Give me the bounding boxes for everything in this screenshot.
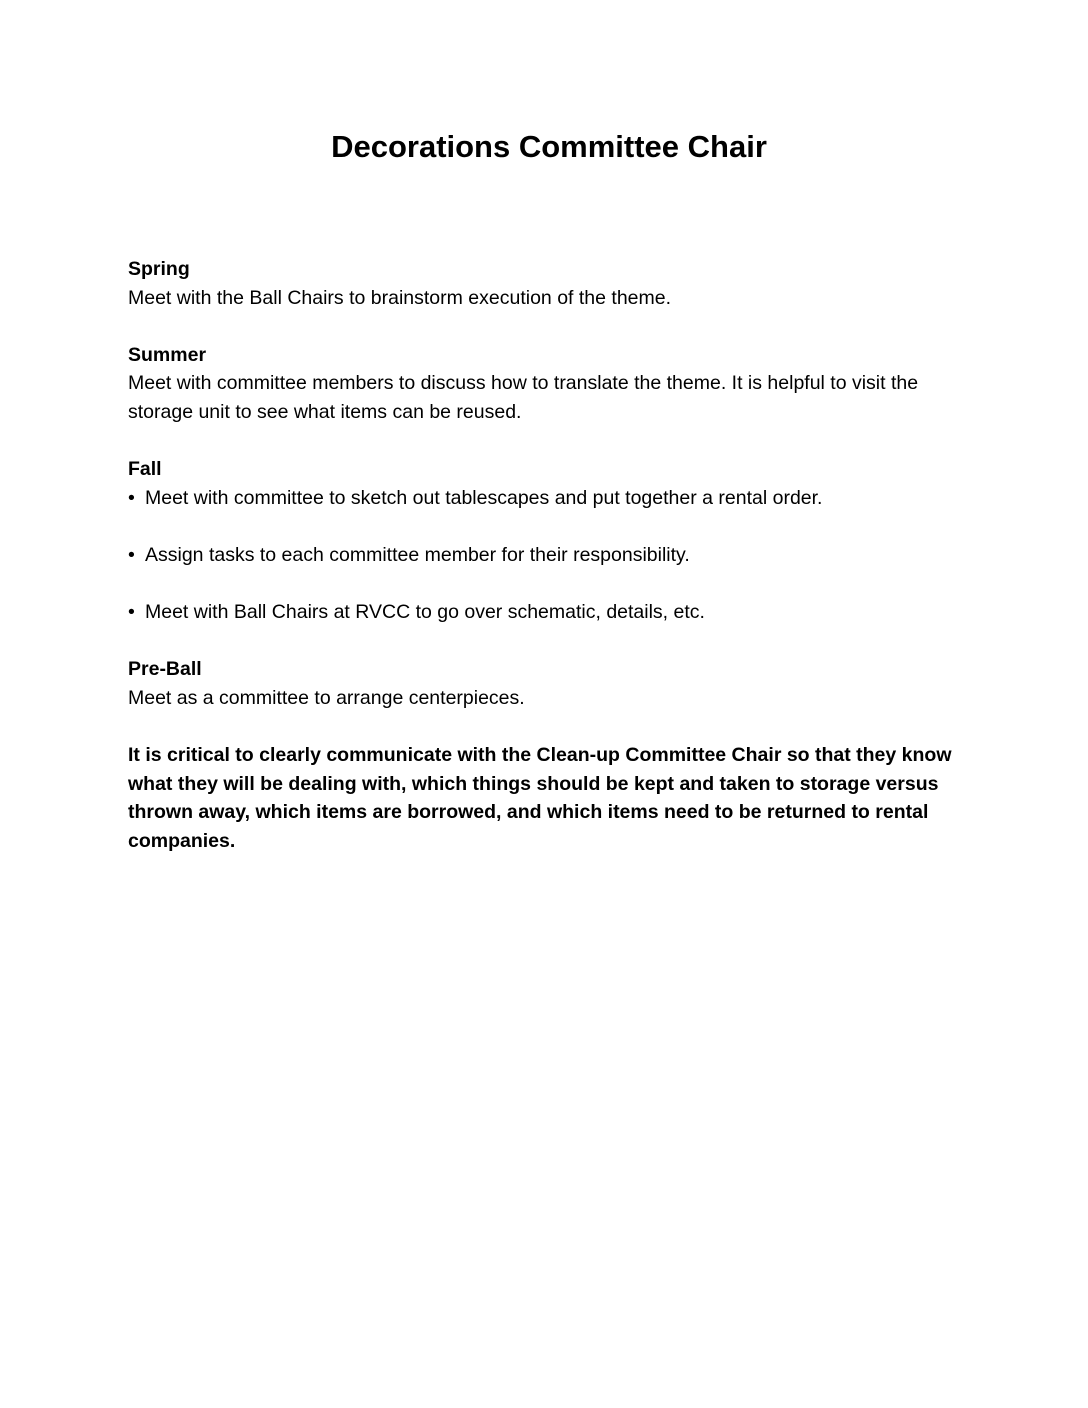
document-body <box>128 255 968 855</box>
list-item <box>128 484 968 513</box>
bullet-icon: • <box>128 601 135 624</box>
section-pre-ball <box>128 655 968 712</box>
page-title: Decorations Committee Chair <box>331 129 767 164</box>
section-heading: Spring <box>128 258 190 280</box>
section-summer <box>128 341 968 427</box>
section-heading: Fall <box>128 458 162 481</box>
section-text: Meet as a committee to arrange centerpieces. <box>128 686 525 709</box>
section-text: Meet with the Ball Chairs to brainstorm execution of the theme. <box>128 286 672 309</box>
section-spring <box>128 255 968 312</box>
section-heading: Summer <box>128 343 207 366</box>
section-heading: Pre-Ball <box>128 658 202 681</box>
list-item-text: Meet with Ball Chairs at RVCC to go over schematic, details, etc. <box>145 601 705 624</box>
list-item <box>128 541 968 570</box>
section-text: Meet with committee members to discuss how to translate the theme. It is helpful to visit the storage unit to see what items can be reused. <box>128 372 919 423</box>
list-item <box>128 598 968 627</box>
section-fall <box>128 455 968 627</box>
list-item-text: Meet with committee to sketch out tablescapes and put together a rental order. <box>145 486 823 509</box>
fall-task-list <box>128 484 968 627</box>
bullet-icon: • <box>128 543 135 566</box>
bullet-icon: • <box>128 486 135 509</box>
list-item-text: Assign tasks to each committee member for their responsibility. <box>145 543 690 566</box>
closing-note: It is critical to clearly communicate with the Clean-up Committee Chair so that they know what they will be dealing with, which things should be kept and taken to storage versus thrown away, which items are borrowed, and which items need to be returned to rental companies. <box>128 744 952 852</box>
